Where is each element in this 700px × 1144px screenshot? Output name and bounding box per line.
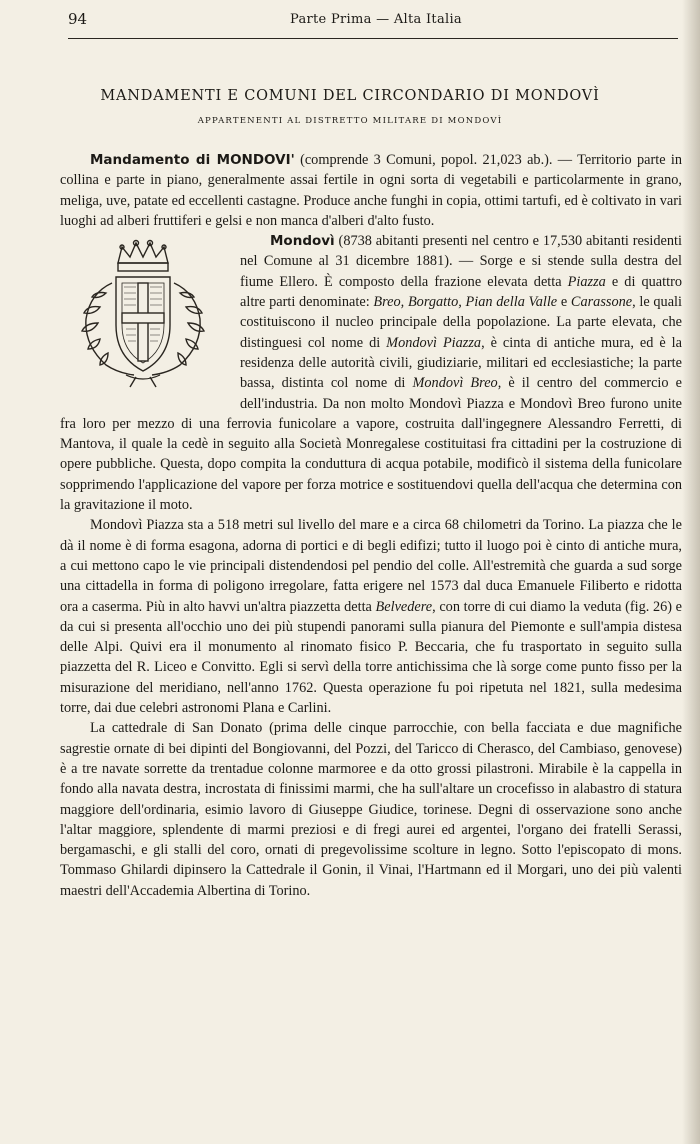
paragraph-text: , è cinta di antiche mura, ed è la residenza delle autorità civili, giudiziarie, militari ed ecclesiastiche; la parte bassa, distinta col nome di <box>240 334 682 392</box>
italic-term: Carassone <box>570 294 633 311</box>
paragraph-text: , le quali costituiscono il nucleo principale della popolazione. La parte elevata, che distinguesi col nome di <box>240 294 682 351</box>
italic-term: Belvedere <box>375 598 433 615</box>
paragraph-lead: Mondovì <box>270 233 335 250</box>
paragraph-text: e <box>557 294 571 311</box>
paragraph-text: e di quattro altre parti denominate: <box>240 273 683 311</box>
paragraph-text: (8738 abitanti presenti nel centro e 17,530 abitanti residenti nel Comune al 31 dicembre 1881). — Sorge e si stende sulla destra del fiume Ellero. È composto della frazione elevata detta <box>240 233 682 290</box>
page-number: 94 <box>68 10 88 28</box>
paragraph-mondovi-piazza <box>60 515 682 718</box>
page-header <box>68 8 676 34</box>
paragraph-text: , è il centro del commercio e dell'industria. Da non molto Mondovì Piazza e Mondovì Breo furono unite fra loro per mezzo di una ferrovia funicolare a vapore, costruita dall'ingegnere Alessandro Ferretti, di Mantova, il quale la cedè in seguito alla Società Monregalese costituitasi fra cittadini per la costruzione di opere pubbliche. Questa, dopo compita la conduttura di acqua potabile, modificò il sistema della funicolare sopprimendo l'applicazione del vapore per forza motrice e sostituendovi quella dell'acqua che determina con la gravitazione il moto. <box>60 375 683 514</box>
paragraph-lead: Mandamento di MONDOVI' <box>90 152 295 168</box>
paragraph-cattedrale: La cattedrale di San Donato (prima delle cinque parrocchie, con bella facciata e due magnifiche sagrestie ornate di bei dipinti del Bongiovanni, del Pozzi, del Taricco di Cherasco, del Cambiaso, genovese) è a tre navate sorrette da trentadue colonne marmoree e da otto grossi pilastroni. Mirabile è la cappella in fondo alla navata destra, incrostata di finissimi marmi, che ha sull'altare un crocefisso in alabastro di statura maggiore dell'ordinaria, esimio lavoro di Giuseppe Giudice, torinese. Degni di osservazione sono anche l'altar maggiore, splendente di marmi preziosi e di fregi aurei ed argentei, l'organo dei fratelli Serassi, bergamaschi, e gli stalli del coro, ornati di pregevolissime scolture in legno. Sotto l'episcopato di mons. Tommaso Ghilardi dipinsero la Cattedrale il Gonin, il Vinai, l'Hartmann ed il Morgari, uno dei più valenti maestri dell'Accademia Albertina di Torino. <box>60 720 682 899</box>
italic-term: Mondovì Breo <box>412 375 498 392</box>
italic-term: Piazza <box>567 273 606 290</box>
crest-drawing <box>56 233 230 393</box>
header-rule <box>68 38 678 39</box>
paragraph-mandamento <box>60 150 682 231</box>
running-head: Parte Prima — Alta Italia <box>290 12 462 27</box>
italic-term: Mondovì Piazza <box>386 334 482 351</box>
coat-of-arms-icon <box>56 233 234 395</box>
paragraph-text: , con torre di cui diamo la veduta (fig. 26) e da cui si presenta all'occhio uno dei più stupendi panorami sulla pianura del Piemonte e sull'ampia distesa delle Alpi. Quivi era il monumento al rinomato fisico P. Beccaria, che fu trasportato in seguito sulla piazzetta del R. Liceo e Convitto. Egli si servì della torre antichissima che là sorge come punto fisso per la misurazione del meridiano, nell'anno 1762. Questa operazione fu poi ripetuta nel 1821, sulla medesima torre, dai due celebri astronomi Plana e Carlini. <box>60 598 682 717</box>
section-subtitle: APPARTENENTI AL DISTRETTO MILITARE DI MONDOVÌ <box>197 116 503 126</box>
section-title: MANDAMENTI E COMUNI DEL CIRCONDARIO DI MONDOVÌ <box>100 88 600 104</box>
body-text <box>60 150 682 901</box>
paragraph-text: Mondovì Piazza sta a 518 metri sul livello del mare e a circa 68 chilometri da Torino. La piazza che le dà il nome è di forma esagona, adorna di portici e di begli edifizi; tutto il luogo poi è cinto di antiche mura, a cui mettono capo le vie principali distendendosi pel pendio del colle. All'estremità che guarda a sud sorge una cittadella in forma di poligono irregolare, fatta erigere nel 1573 dal duca Emanuele Filiberto e ridotta ora a caserma. Più in alto havvi un'altra piazzetta detta <box>60 517 682 615</box>
paragraph-text: (comprende 3 Comuni, popol. 21,023 ab.). — Territorio parte in collina e parte in piano, generalmente assai fertile in ogni sorta di vegetabili e particolarmente in grano, meliga, uve, patate ed eccellenti castagne. Produce anche funghi in copia, ottimi tartufi, ed è coltivato in vari luoghi ad alberi fruttiferi e gelsi e non manca d'alberi d'alto fusto. <box>60 152 682 229</box>
page-edge-shadow <box>682 0 700 1144</box>
italic-term: Breo, Borgatto, Pian della Valle <box>373 294 558 311</box>
